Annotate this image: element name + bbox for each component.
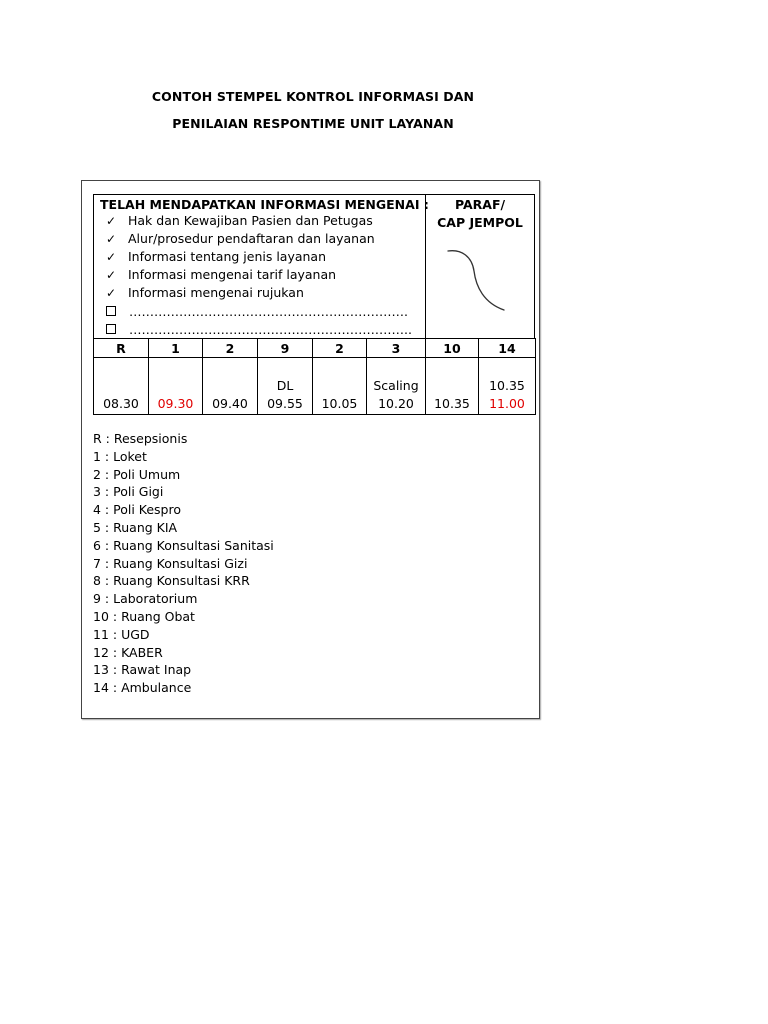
legend-item: 3 : Poli Gigi [93,484,164,500]
legend-item: 2 : Poli Umum [93,466,181,482]
info-item-label: Hak dan Kewajiban Pasien dan Petugas [128,213,373,228]
time-cell [479,358,536,415]
header-cell: R [94,339,149,358]
check-icon: ✓ [106,268,117,282]
legend-item: 8 : Ruang Konsultasi KRR [93,573,250,589]
time-cell [94,358,149,415]
time-note: DL [276,378,294,393]
time-cell [258,358,313,415]
check-icon: ✓ [106,250,117,264]
info-item-label: Informasi mengenai rujukan [128,285,304,300]
paraf-label: PARAF/ [454,197,506,212]
header-cell: 2 [203,339,258,358]
page-title-line-1: CONTOH STEMPEL KONTROL INFORMASI DAN [151,89,475,104]
blank-dotted-line: …………………………………………………………. [129,304,408,319]
legend-item: 13 : Rawat Inap [93,662,192,678]
time-cell [203,358,258,415]
information-heading: TELAH MENDAPATKAN INFORMASI MENGENAI : [100,197,429,212]
legend-item: 6 : Ruang Konsultasi Sanitasi [93,537,274,553]
signature-box [425,194,535,339]
check-icon: ✓ [106,232,117,246]
header-cell: 3 [367,339,426,358]
checkbox-icon [106,306,116,316]
time-note: Scaling [373,378,419,393]
time-cell [149,358,203,415]
schedule-time-row [94,358,536,415]
legend-item: 11 : UGD [93,626,150,642]
information-box [93,194,429,339]
legend-item: 14 : Ambulance [93,680,192,696]
legend-item: 7 : Ruang Konsultasi Gizi [93,555,248,571]
time-value: 10.35 [434,396,470,411]
signature-stroke [444,247,514,317]
info-item-label: Informasi tentang jenis layanan [128,249,327,264]
info-blank-item [106,303,408,321]
info-checked-item [106,266,336,284]
time-cell [426,358,479,415]
info-checked-item [106,284,304,302]
time-cell [367,358,426,415]
legend-item: 12 : KABER [93,644,163,660]
header-cell: 10 [426,339,479,358]
time-value-highlighted: 11.00 [489,396,525,411]
header-cell: 9 [258,339,313,358]
page-title-line-2: PENILAIAN RESPONTIME UNIT LAYANAN [172,116,454,131]
info-item-label: Informasi mengenai tarif layanan [128,267,337,282]
info-checked-item [106,212,373,230]
cap-jempol-label: CAP JEMPOL [437,215,523,230]
time-value: 08.30 [103,396,139,411]
legend-item: 10 : Ruang Obat [93,608,195,624]
blank-dotted-line: ………………………………………………………….. [129,322,412,337]
legend-item: 5 : Ruang KIA [93,519,178,535]
schedule-table [93,338,536,415]
checkbox-icon [106,324,116,334]
time-value-highlighted: 09.30 [157,396,194,411]
unit-legend [93,430,274,697]
time-value: 09.40 [212,396,248,411]
legend-item: 9 : Laboratorium [93,591,198,607]
time-note: 10.35 [489,378,525,393]
check-icon: ✓ [106,286,117,300]
info-checked-item [106,230,375,248]
check-icon: ✓ [106,214,117,228]
time-value: 10.05 [321,396,358,411]
time-value: 10.20 [378,396,414,411]
time-cell [313,358,367,415]
schedule-header-row [94,339,536,358]
header-cell: 1 [149,339,203,358]
legend-item: R : Resepsionis [93,431,188,446]
info-blank-item [106,321,412,339]
info-item-label: Alur/prosedur pendaftaran dan layanan [128,231,375,246]
header-cell: 14 [479,339,536,358]
legend-item: 4 : Poli Kespro [93,502,181,518]
info-checked-item [106,248,326,266]
time-value: 09.55 [267,396,303,411]
header-cell: 2 [313,339,367,358]
legend-item: 1 : Loket [93,448,147,464]
